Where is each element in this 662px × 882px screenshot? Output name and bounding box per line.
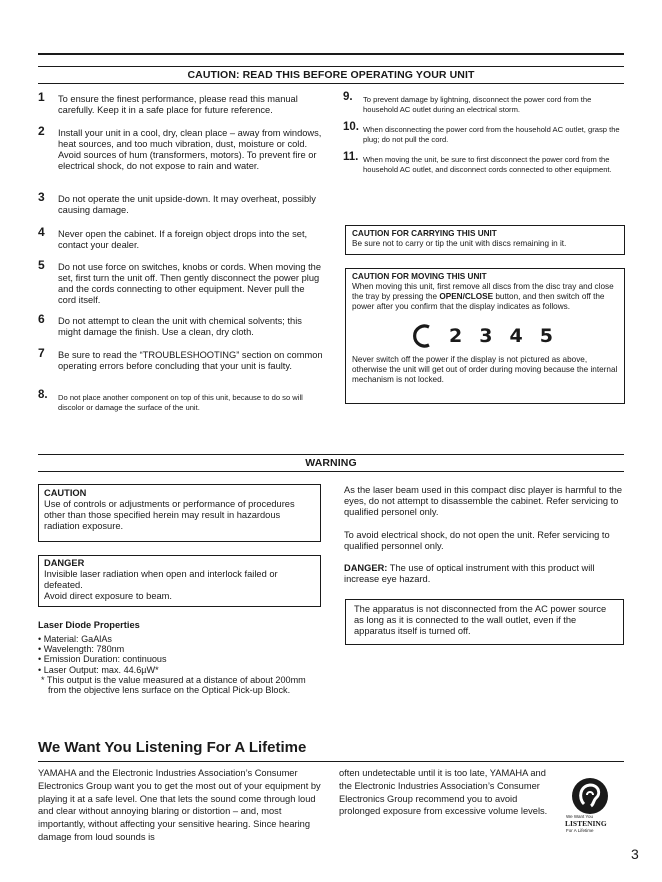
display-digit: 5 — [539, 324, 553, 347]
page-number: 3 — [631, 846, 639, 862]
caution-item-9 — [343, 91, 625, 114]
item-text: When moving the unit, be sure to first disconnect the power cord from the household AC outlet, and disconnect cords connected to other equipment. — [363, 155, 612, 174]
danger-box-title: DANGER — [44, 558, 85, 568]
caution-rule-thin — [38, 66, 624, 67]
display-digit: 3 — [479, 324, 493, 347]
caution-item-11 — [343, 151, 625, 174]
moving-box-body — [352, 282, 618, 313]
danger-box-body: Invisible laser radiation when open and interlock failed or defeated. — [44, 569, 278, 590]
caution-item-4 — [38, 225, 323, 251]
carrying-box-body: Be sure not to carry or tip the unit with discs remaining in it. — [352, 239, 567, 248]
item-number: 9. — [343, 91, 353, 103]
laser-harm-paragraph: As the laser beam used in this compact disc player is harmful to the eyes, do not attempt to disassemble the cabinet. Refer servicing to qualified personel only. — [344, 485, 623, 517]
caution-box-title: CAUTION — [44, 488, 87, 498]
caution-section-title: CAUTION: READ THIS BEFORE OPERATING YOUR UNIT — [187, 69, 475, 81]
item-text: Do not operate the unit upside-down. It may overheat, possibly causing damage. — [58, 194, 316, 215]
logo-small-text: We Want You — [566, 814, 594, 819]
electric-shock-paragraph: To avoid electrical shock, do not open the unit. Refer servicing to qualified personnel only. — [344, 530, 610, 551]
list-item: • Laser Output: max. 44.6µW* — [38, 664, 159, 675]
item-number: 1 — [38, 90, 45, 104]
moving-box-body-post: button, and then switch off the power after you confirm that the display indicates as follows. — [352, 292, 605, 312]
listening-body-col1: YAMAHA and the Electronic Industries Association’s Consumer Electronics Group want you to get the most out of your equipment by playing it at a safe level. One that lets the sound come through loud and clear without annoying blaring or distortion – and, most importantly, without affecting your sensitive hearing. Since hearing damage from loud sounds is — [38, 768, 321, 842]
caution-item-5 — [38, 258, 323, 306]
item-number: 8. — [38, 389, 48, 401]
listening-body-col2: often undetectable until it is too late, YAMAHA and the Electronic Industries Association’s Consumer Electronics Group recommend you to avoid prolonged exposure from excessive volume levels. — [339, 768, 548, 817]
danger-label: DANGER: — [344, 563, 388, 573]
caution-item-6 — [38, 312, 323, 338]
carrying-box-title: CAUTION FOR CARRYING THIS UNIT — [352, 229, 497, 238]
top-rule — [38, 53, 624, 55]
apparatus-box-text: The apparatus is not disconnected from the AC power source as long as it is connected to the wall outlet, even if the apparatus itself is turned off. — [354, 604, 607, 636]
warning-section-title: WARNING — [305, 457, 357, 469]
item-number: 5 — [38, 258, 45, 272]
item-text: Be sure to read the “TROUBLESHOOTING” section on common operating errors before concluding that your unit is faulty. — [58, 350, 323, 371]
item-text: Install your unit in a cool, dry, clean place – away from windows, heat sources, and too much vibration, dust, moisture or cold. Avoid sources of hum (transformers, motors). To prevent fire or electrical shock, do not expose to rain and water. — [58, 128, 322, 171]
carrying-caution-box — [345, 225, 625, 255]
moving-box-body-pre: When moving this unit, first remove all discs from the disc tray and close the tray by pressing the — [352, 282, 614, 302]
item-number: 4 — [38, 225, 45, 239]
ear-logo-icon — [564, 776, 616, 816]
display-digit: 4 — [509, 324, 523, 347]
laser-diode-properties — [38, 620, 323, 695]
caution-item-3 — [38, 190, 323, 216]
laser-output-note: * This output is the value measured at a distance of about 200mm from the objective lens surface on the Optical Pick-up Block. — [41, 674, 306, 696]
apparatus-power-box — [345, 599, 624, 645]
listening-rule — [38, 761, 624, 762]
item-number: 11. — [343, 151, 359, 163]
danger-box-body-2: Avoid direct exposure to beam. — [44, 591, 172, 601]
moving-box-title: CAUTION FOR MOVING THIS UNIT — [352, 272, 487, 281]
item-number: 3 — [38, 190, 45, 204]
list-item: • Material: GaAlAs — [38, 634, 112, 644]
display-digit: 2 — [449, 324, 463, 347]
caution-box-body: Use of controls or adjustments or performance of procedures other than those specified herein may result in hazardous radiation exposure. — [44, 499, 295, 531]
caution-title-underline — [38, 83, 624, 84]
item-number: 6 — [38, 312, 45, 326]
listening-logo — [560, 776, 620, 836]
item-text: When disconnecting the power cord from the household AC outlet, grasp the plug; do not pull the cord. — [363, 125, 620, 144]
caution-item-2 — [38, 124, 323, 172]
item-text: Do not attempt to clean the unit with chemical solvents; this might damage the finish. Use a clean, dry cloth. — [58, 316, 302, 337]
disc-tray-symbol-icon — [412, 323, 432, 349]
moving-caution-box — [345, 268, 625, 404]
laser-properties-title: Laser Diode Properties — [38, 620, 140, 630]
item-text: Do not use force on switches, knobs or cords. When moving the set, first turn the unit off. Then gently disconnect the power plug and the cords connecting to other equipment. Never pull the cord itself. — [58, 262, 322, 305]
caution-item-10 — [343, 121, 625, 144]
list-item: • Emission Duration: continuous — [38, 654, 167, 665]
danger-text: The use of optical instrument with this product will increase eye hazard. — [344, 563, 595, 584]
item-text: To ensure the finest performance, please read this manual carefully. Keep it in a safe place for future reference. — [58, 94, 298, 115]
item-number: 2 — [38, 124, 45, 138]
listening-heading: We Want You Listening For A Lifetime — [38, 739, 307, 756]
optical-danger-paragraph — [344, 563, 626, 585]
logo-big-text: LISTENING — [565, 819, 607, 828]
item-text: To prevent damage by lightning, disconnect the power cord from the household AC outlet during an electrical storm. — [363, 95, 592, 114]
warning-rule-top — [38, 454, 624, 455]
display-indicator — [412, 323, 618, 349]
warning-title-underline — [38, 471, 624, 472]
moving-box-footer: Never switch off the power if the display is not pictured as above, otherwise the unit will get out of order during moving because the internal mechanism is not locked. — [352, 354, 618, 385]
item-text: Never open the cabinet. If a foreign object drops into the set, contact your dealer. — [58, 229, 308, 250]
logo-sub-text: For A Lifetime — [566, 828, 594, 833]
item-number: 10. — [343, 121, 359, 133]
danger-laser-box — [38, 555, 321, 607]
open-close-label: OPEN/CLOSE — [439, 292, 494, 302]
list-item: • Wavelength: 780nm — [38, 644, 125, 655]
item-number: 7 — [38, 346, 45, 360]
caution-item-1 — [38, 90, 323, 116]
caution-radiation-box — [38, 484, 321, 542]
caution-item-8 — [38, 389, 328, 412]
laser-properties-list — [38, 634, 323, 675]
caution-item-7 — [38, 346, 323, 372]
item-text: Do not place another component on top of this unit, because to do so will discolor or damage the surface of the unit. — [58, 393, 303, 412]
